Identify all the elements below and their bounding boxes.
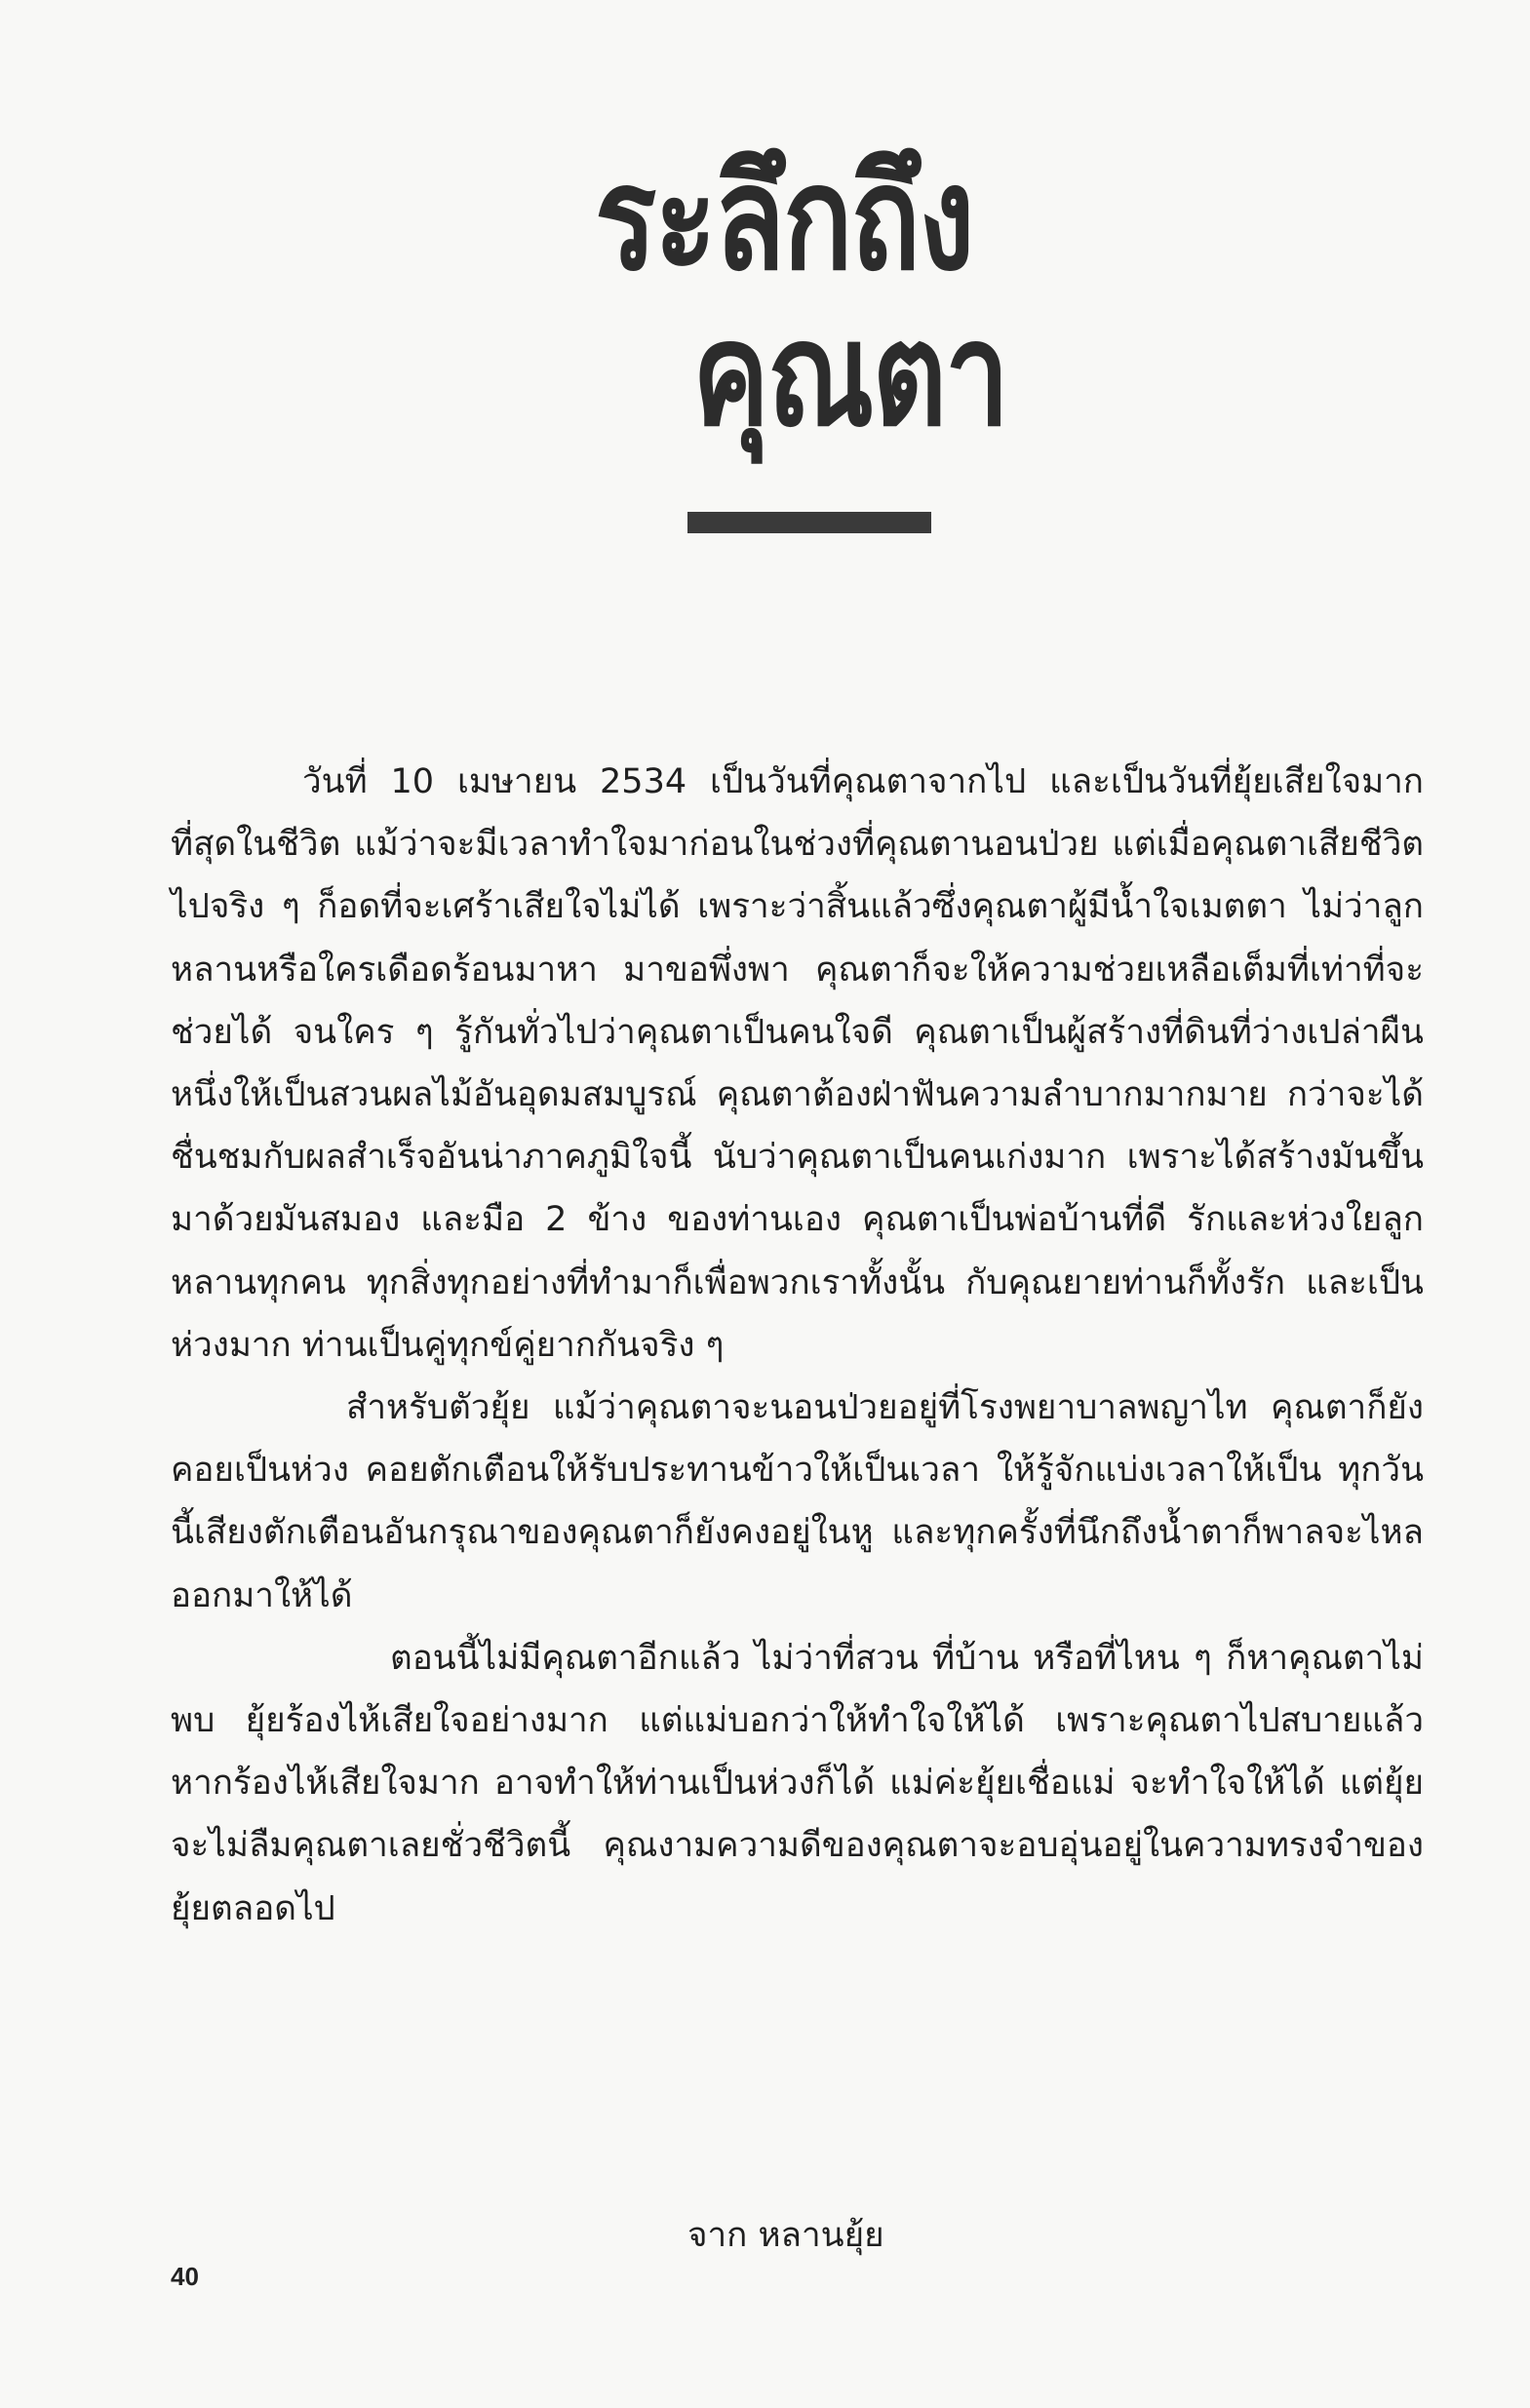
signature: จาก หลานยุ้ย xyxy=(687,2216,884,2255)
paragraph-1: วันที่ 10 เมษายน 2534 เป็นวันที่คุณตาจากไป และเป็นวันที่ยุ้ยเสียใจมากที่สุดในชีวิต แม้ว่าจะมีเวลาทำใจมาก่อนในช่วงที่คุณตานอนป่วย แต่เมื่อคุณตาเสียชีวิตไปจริง ๆ ก็อดที่จะเศร้าเสียใจไม่ได้ เพราะว่าสิ้นแล้วซึ่งคุณตาผู้มีน้ำใจเมตตา ไม่ว่าลูกหลานหรือใครเดือดร้อนมาหา มาขอพึ่งพา คุณตาก็จะให้ความช่วยเหลือเต็มที่เท่าที่จะช่วยได้ จนใคร ๆ รู้กันทั่วไปว่าคุณตาเป็นคนใจดี คุณตาเป็นผู้สร้างที่ดินที่ว่างเปล่าผืนหนึ่งให้เป็นสวนผลไม้อันอุดมสมบูรณ์ คุณตาต้องฝ่าฟันความลำบากมากมาย กว่าจะได้ชื่นชมกับผลสำเร็จอันน่าภาคภูมิใจนี้ นับว่าคุณตาเป็นคนเก่งมาก เพราะได้สร้างมันขึ้นมาด้วยมันสมอง และมือ 2 ข้าง ของท่านเอง คุณตาเป็นพ่อบ้านที่ดี รักและห่วงใยลูกหลานทุกคน ทุกสิ่งทุกอย่างที่ทำมาก็เพื่อพวกเราทั้งนั้น กับคุณยายท่านก็ทั้งรัก และเป็นห่วงมาก ท่านเป็นคู่ทุกข์คู่ยากกันจริง ๆ xyxy=(171,762,1424,1365)
paragraph-3: ตอนนี้ไม่มีคุณตาอีกแล้ว ไม่ว่าที่สวน ที่บ้าน หรือที่ไหน ๆ ก็หาคุณตาไม่พบ ยุ้ยร้องไห้เสียใจอย่างมาก แต่แม่บอกว่าให้ทำใจให้ได้ เพราะคุณตาไปสบายแล้ว หากร้องไห้เสียใจมาก อาจทำให้ท่านเป็นห่วงก็ได้ แม่ค่ะยุ้ยเชื่อแม่ จะทำใจให้ได้ แต่ยุ้ยจะไม่ลืมคุณตาเลยชั่วชีวิตนี้ คุณงามความดีของคุณตาจะอบอุ่นอยู่ในความทรงจำของยุ้ยตลอดไป xyxy=(171,1638,1424,1928)
page-number: 40 xyxy=(171,2262,199,2291)
body-text xyxy=(171,751,1424,1940)
paragraph-2: สำหรับตัวยุ้ย แม้ว่าคุณตาจะนอนป่วยอยู่ที่โรงพยาบาลพญาไท คุณตาก็ยังคอยเป็นห่วง คอยตักเตือนให้รับประทานข้าวให้เป็นเวลา ให้รู้จักแบ่งเวลาให้เป็น ทุกวันนี้เสียงตักเตือนอันกรุณาของคุณตาก็ยังคงอยู่ในหู และทุกครั้งที่นึกถึงน้ำตาก็พาลจะไหลออกมาให้ได้ xyxy=(171,1388,1424,1615)
title-line-1: ระลึกถึง xyxy=(595,134,973,302)
title-block xyxy=(595,134,1008,458)
title-underline-bar xyxy=(687,512,931,533)
title-line-2: คุณตา xyxy=(692,290,1008,458)
